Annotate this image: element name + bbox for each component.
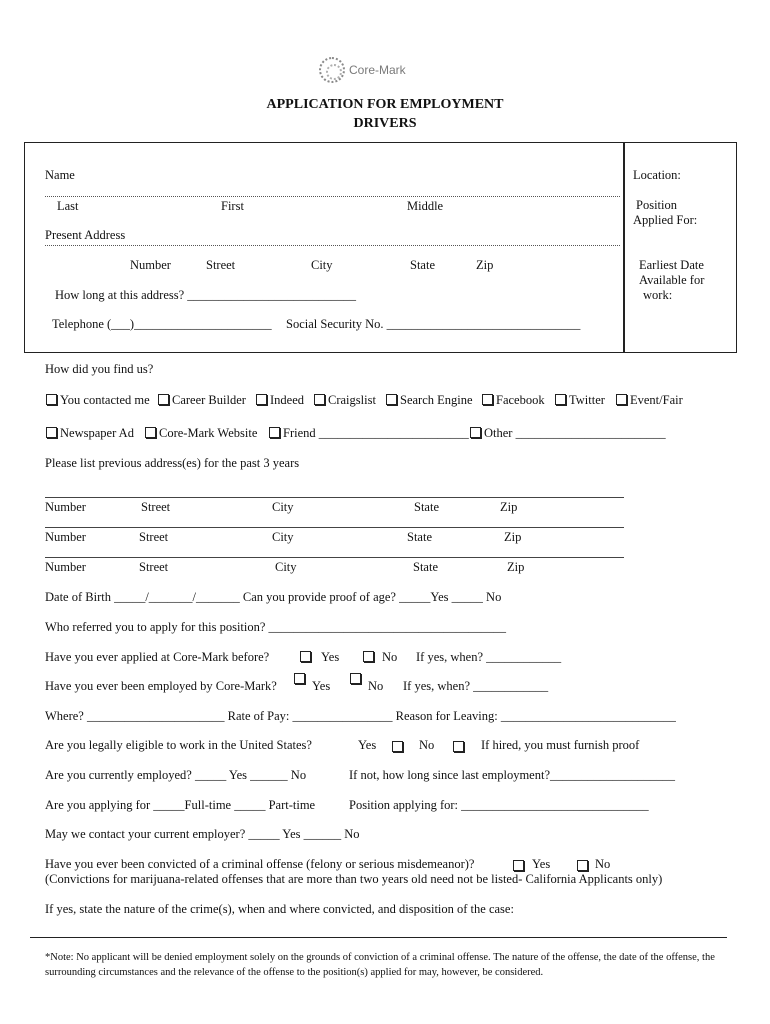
option-you-contacted-me[interactable]: You contacted me: [46, 394, 150, 407]
employed-yes-label: Yes: [312, 679, 331, 693]
ssn-field[interactable]: Social Security No. _______________________________: [286, 317, 581, 331]
checkbox-icon[interactable]: [269, 427, 280, 438]
section-divider: [30, 937, 727, 938]
convictions-note: (Convictions for marijuana-related offenses that are more than two years old need not be listed- California Applicants only): [45, 872, 663, 886]
prev-street-label: Street: [139, 530, 169, 544]
convicted-yes-label: Yes: [532, 857, 551, 871]
middle-label: Middle: [407, 199, 444, 213]
checkbox-icon[interactable]: [46, 427, 57, 438]
eligible-no-checkbox[interactable]: [453, 741, 464, 752]
option-indeed[interactable]: Indeed: [256, 394, 304, 407]
prev-city-label: City: [272, 530, 294, 544]
employed-when-field[interactable]: If yes, when? ____________: [403, 679, 549, 693]
position-label-2: Applied For:: [633, 213, 698, 227]
applied-yes-checkbox[interactable]: [300, 651, 311, 662]
applying-for-field[interactable]: Are you applying for _____Full-time _____ Part-time: [45, 798, 316, 812]
option-twitter[interactable]: Twitter: [555, 394, 605, 407]
prev-state-label: State: [414, 500, 439, 514]
position-applying-for-field[interactable]: Position applying for: ______________________________: [349, 798, 649, 812]
prev-zip-label: Zip: [504, 530, 522, 544]
eligible-question: Are you legally eligible to work in the United States?: [45, 738, 312, 752]
footer-note: *Note: No applicant will be denied employment solely on the grounds of conviction of a criminal offense. The nature of the offense, the date of the offense, the surrounding circumstances and the relevance of the offense to the position(s) applied for may, however, be considered.: [45, 952, 715, 978]
page-subtitle: DRIVERS: [353, 116, 417, 131]
telephone-field[interactable]: Telephone (___)______________________: [52, 317, 272, 331]
crime-details-prompt: If yes, state the nature of the crime(s), when and where convicted, and disposition of the case:: [45, 902, 514, 916]
address-number-label: Number: [130, 258, 171, 272]
prev-zip-label: Zip: [507, 560, 525, 574]
checkbox-icon[interactable]: [470, 427, 481, 438]
core-mark-logo-icon: [319, 57, 345, 83]
checkbox-icon[interactable]: [482, 394, 493, 405]
location-label: Location:: [633, 168, 681, 182]
page-title: APPLICATION FOR EMPLOYMENT: [266, 97, 504, 112]
contact-employer-field[interactable]: May we contact your current employer? _____ Yes ______ No: [45, 827, 360, 841]
option-friend[interactable]: Friend ________________________: [269, 427, 469, 440]
checkbox-icon[interactable]: [386, 394, 397, 405]
prev-street-label: Street: [139, 560, 169, 574]
eligible-note: If hired, you must furnish proof: [481, 738, 640, 752]
checkbox-icon[interactable]: [158, 394, 169, 405]
address-zip-label: Zip: [476, 258, 494, 272]
previous-addresses-label: Please list previous address(es) for the past 3 years: [45, 456, 300, 470]
address-city-label: City: [311, 258, 333, 272]
checkbox-icon[interactable]: [314, 394, 325, 405]
date-of-birth-field[interactable]: Date of Birth _____/_______/_______ Can you provide proof of age? _____Yes _____ No: [45, 590, 502, 604]
referred-by-field[interactable]: Who referred you to apply for this position? ______________________________________: [45, 620, 507, 634]
currently-employed-field[interactable]: Are you currently employed? _____ Yes ______ No: [45, 768, 307, 782]
checkbox-icon[interactable]: [256, 394, 267, 405]
employed-before-question: Have you ever been employed by Core-Mark?: [45, 679, 277, 693]
prev-number-label: Number: [45, 500, 86, 514]
previous-address-line-1[interactable]: [45, 497, 624, 498]
checkbox-icon[interactable]: [555, 394, 566, 405]
eligible-no-label: No: [419, 738, 435, 752]
applied-no-label: No: [382, 650, 398, 664]
option-other[interactable]: Other ________________________: [470, 427, 666, 440]
option-facebook[interactable]: Facebook: [482, 394, 545, 407]
checkbox-icon[interactable]: [616, 394, 627, 405]
employed-no-label: No: [368, 679, 384, 693]
applied-no-checkbox[interactable]: [363, 651, 374, 662]
name-label: Name: [45, 168, 75, 182]
option-core-mark-website[interactable]: Core-Mark Website: [145, 427, 257, 440]
employed-yes-checkbox[interactable]: [294, 673, 305, 684]
checkbox-icon[interactable]: [46, 394, 57, 405]
convicted-no-checkbox[interactable]: [577, 860, 588, 871]
previous-address-line-2[interactable]: [45, 527, 624, 528]
prev-state-label: State: [407, 530, 432, 544]
prev-zip-label: Zip: [500, 500, 518, 514]
present-address-label: Present Address: [45, 228, 126, 242]
prev-street-label: Street: [141, 500, 171, 514]
logo-text: Core-Mark: [349, 63, 406, 77]
prev-city-label: City: [272, 500, 294, 514]
prev-number-label: Number: [45, 560, 86, 574]
address-state-label: State: [410, 258, 435, 272]
previous-address-line-3[interactable]: [45, 557, 624, 558]
box-divider: [623, 142, 625, 353]
eligible-yes-checkbox[interactable]: [392, 741, 403, 752]
convicted-no-label: No: [595, 857, 611, 871]
option-search-engine[interactable]: Search Engine: [386, 394, 473, 407]
convicted-yes-checkbox[interactable]: [513, 860, 524, 871]
prev-state-label: State: [413, 560, 438, 574]
option-craigslist[interactable]: Craigslist: [314, 394, 376, 407]
applied-yes-label: Yes: [321, 650, 340, 664]
where-rate-reason-field[interactable]: Where? ______________________ Rate of Pay: ________________ Reason for Leaving: ____________________________: [45, 709, 676, 723]
how-long-field[interactable]: How long at this address? ___________________________: [55, 288, 357, 302]
eligible-yes-label: Yes: [358, 738, 377, 752]
address-line[interactable]: [45, 245, 620, 246]
prev-number-label: Number: [45, 530, 86, 544]
name-line[interactable]: [45, 196, 620, 197]
earliest-date-label-3: work:: [643, 288, 673, 302]
earliest-date-label-1: Earliest Date: [639, 258, 704, 272]
option-event-fair[interactable]: Event/Fair: [616, 394, 683, 407]
option-newspaper-ad[interactable]: Newspaper Ad: [46, 427, 134, 440]
applied-before-question: Have you ever applied at Core-Mark before?: [45, 650, 270, 664]
core-mark-logo: [319, 57, 406, 83]
earliest-date-label-2: Available for: [639, 273, 705, 287]
applied-when-field[interactable]: If yes, when? ____________: [416, 650, 562, 664]
since-last-employment-field[interactable]: If not, how long since last employment?____________________: [349, 768, 676, 782]
prev-city-label: City: [275, 560, 297, 574]
find-us-question: How did you find us?: [45, 362, 154, 376]
position-label-1: Position: [636, 198, 677, 212]
checkbox-icon[interactable]: [145, 427, 156, 438]
address-street-label: Street: [206, 258, 236, 272]
option-career-builder[interactable]: Career Builder: [158, 394, 246, 407]
employed-no-checkbox[interactable]: [350, 673, 361, 684]
convicted-question: Have you ever been convicted of a criminal offense (felony or serious misdemeanor)?: [45, 857, 475, 871]
last-label: Last: [57, 199, 79, 213]
first-label: First: [221, 199, 244, 213]
